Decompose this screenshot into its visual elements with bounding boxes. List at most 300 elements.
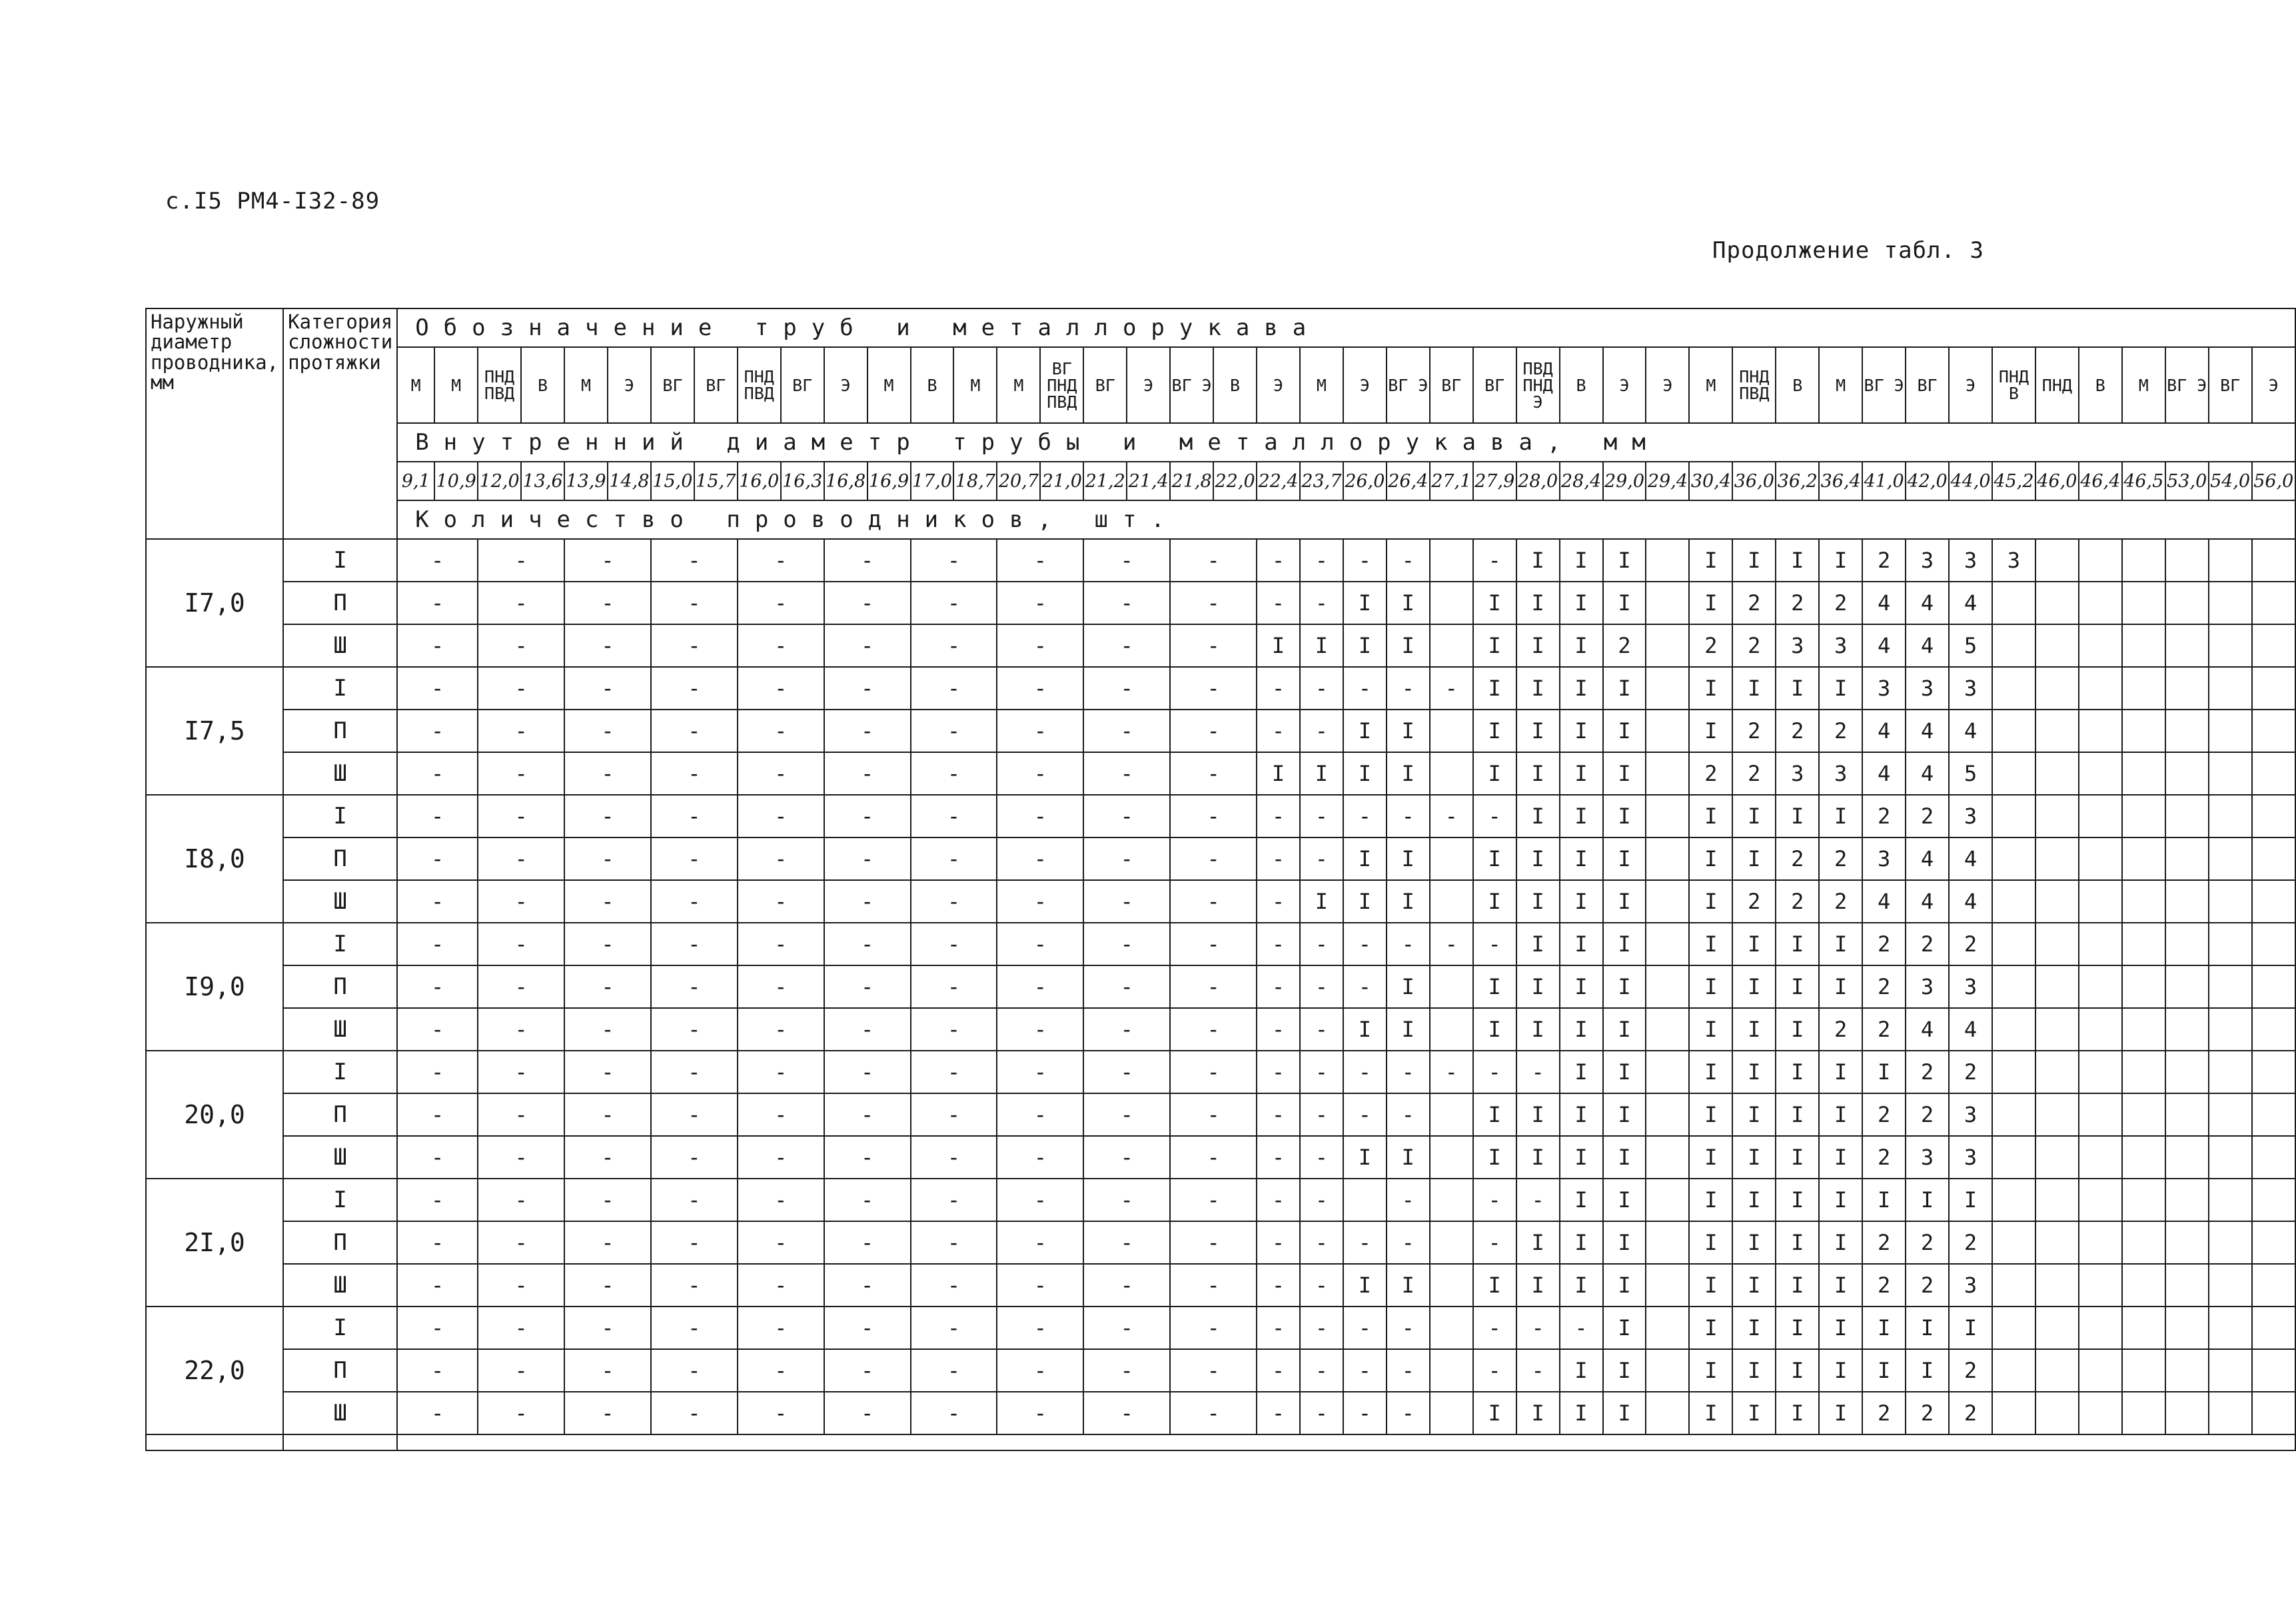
- conductor-count: I: [1603, 1264, 1646, 1307]
- conductor-count: 3: [1906, 965, 1949, 1008]
- conductor-count: I: [1516, 795, 1560, 837]
- conductor-count: I: [1603, 965, 1646, 1008]
- conductor-count: [1992, 1349, 2035, 1392]
- inner-diameter-value: 20,7: [997, 462, 1040, 500]
- conductor-count: I: [1732, 1008, 1776, 1051]
- conductor-count: [1343, 1179, 1387, 1221]
- conductor-count: [2035, 923, 2079, 965]
- conductor-count: -: [997, 1221, 1083, 1264]
- inner-diameter-value: 36,0: [1732, 462, 1776, 500]
- conductor-count: -: [478, 667, 564, 710]
- header-complexity-category: Категория сложности протяжки: [283, 308, 397, 539]
- conductor-count: -: [738, 1093, 824, 1136]
- conductor-count: I: [1689, 667, 1732, 710]
- conductor-count: -: [651, 1264, 738, 1307]
- conductor-count: -: [1083, 624, 1170, 667]
- conductor-count: [1430, 880, 1473, 923]
- tube-code-label: Э: [624, 375, 634, 395]
- conductor-count: -: [911, 1136, 997, 1179]
- conductor-count: I: [1473, 710, 1516, 752]
- conductor-count: -: [1430, 1051, 1473, 1093]
- conductor-count: -: [478, 880, 564, 923]
- conductor-count: -: [1300, 710, 1343, 752]
- conductor-count: -: [738, 1008, 824, 1051]
- conductor-count: -: [397, 1221, 478, 1264]
- conductor-count: [1430, 752, 1473, 795]
- complexity-category: Ш: [283, 1392, 397, 1434]
- conductor-count: [1430, 582, 1473, 624]
- tube-code-cell: [1776, 347, 1819, 423]
- conductor-count: [1992, 1264, 2035, 1307]
- tube-code-cell: [1257, 347, 1300, 423]
- conductor-count: I: [1732, 923, 1776, 965]
- tube-code-cell: [997, 347, 1040, 423]
- complexity-category: Ш: [283, 1136, 397, 1179]
- conductor-count: -: [738, 582, 824, 624]
- conductor-count: -: [1343, 1307, 1387, 1349]
- conductor-count: [2165, 1221, 2209, 1264]
- conductor-count: [2165, 1136, 2209, 1179]
- conductor-count: I: [1473, 752, 1516, 795]
- table-row: [146, 624, 2295, 667]
- conductor-count: -: [1257, 710, 1300, 752]
- conductor-count: I: [1473, 1008, 1516, 1051]
- conductor-count: -: [651, 582, 738, 624]
- tube-code-label: Э: [1965, 375, 1976, 395]
- conductor-count: [2122, 624, 2165, 667]
- conductor-count: -: [1170, 1093, 1257, 1136]
- conductor-count: -: [1300, 965, 1343, 1008]
- conductor-count: -: [824, 1264, 911, 1307]
- conductor-count: -: [997, 582, 1083, 624]
- table-row: [146, 667, 2295, 710]
- conductor-count: 5: [1949, 624, 1992, 667]
- conductor-count: -: [651, 1307, 738, 1349]
- conductor-count: -: [1473, 1349, 1516, 1392]
- conductor-count: -: [1170, 1051, 1257, 1093]
- conductor-count: [2035, 1093, 2079, 1136]
- tube-code-label: М: [1706, 375, 1716, 395]
- conductor-count: I: [1560, 582, 1603, 624]
- conductor-count: I: [1603, 1349, 1646, 1392]
- conductor-count: -: [1473, 539, 1516, 582]
- complexity-category: П: [283, 837, 397, 880]
- conductor-count: 4: [1906, 1008, 1949, 1051]
- conductor-count: I: [1603, 1093, 1646, 1136]
- conductor-count: -: [824, 1221, 911, 1264]
- conductor-count: I: [1603, 752, 1646, 795]
- conductor-count: -: [1257, 539, 1300, 582]
- conductor-count: I: [1343, 624, 1387, 667]
- conductor-count: -: [1343, 1221, 1387, 1264]
- conductor-count: I: [1516, 837, 1560, 880]
- complexity-category: I: [283, 1179, 397, 1221]
- conductor-count: 2: [1862, 1136, 1906, 1179]
- inner-diameter-value: 53,0: [2165, 462, 2209, 500]
- table-row: [146, 965, 2295, 1008]
- conductor-count: I: [1560, 837, 1603, 880]
- conductor-count: -: [1257, 1051, 1300, 1093]
- conductor-count: I: [1387, 752, 1430, 795]
- empty-cell: [283, 1434, 397, 1450]
- conductor-count: -: [478, 624, 564, 667]
- conductor-count: [2165, 752, 2209, 795]
- conductor-count: [2035, 1349, 2079, 1392]
- tube-code-cell: [1516, 347, 1560, 423]
- tube-code-cell: [564, 347, 608, 423]
- conductor-count: [2209, 710, 2252, 752]
- conductor-count: -: [1170, 667, 1257, 710]
- conductor-count: -: [997, 1093, 1083, 1136]
- conductor-count: [2122, 1349, 2165, 1392]
- conductor-count: [1992, 837, 2035, 880]
- conductor-count: [2079, 752, 2122, 795]
- conductor-count: [1646, 1051, 1689, 1093]
- conductor-count: I: [1603, 1179, 1646, 1221]
- conductor-count: [1430, 837, 1473, 880]
- conductor-count: [2252, 1349, 2295, 1392]
- conductor-count: 4: [1862, 582, 1906, 624]
- conductor-count: [2035, 1051, 2079, 1093]
- conductor-count: I: [1732, 667, 1776, 710]
- conductor-count: I: [1689, 965, 1732, 1008]
- conductor-count: -: [651, 965, 738, 1008]
- conductor-count: I: [1560, 965, 1603, 1008]
- conductor-count: I: [1819, 1136, 1862, 1179]
- conductor-count: [1646, 1307, 1689, 1349]
- conductor-count: I: [1560, 667, 1603, 710]
- conductor-count: [2252, 1392, 2295, 1434]
- complexity-category: П: [283, 1093, 397, 1136]
- conductor-count: -: [997, 1136, 1083, 1179]
- conductor-count: -: [1300, 539, 1343, 582]
- conductor-count: I: [1516, 1264, 1560, 1307]
- tube-code-label: ВГ: [1441, 375, 1462, 395]
- conductor-count: I: [1819, 965, 1862, 1008]
- tube-code-cell: [2209, 347, 2252, 423]
- header-outer-diameter: Наружный диаметр проводника, мм: [146, 308, 283, 539]
- conductor-count: I: [1776, 1051, 1819, 1093]
- conductor-count: I: [1732, 1221, 1776, 1264]
- conductor-count: -: [1343, 1093, 1387, 1136]
- conductor-count: [2209, 667, 2252, 710]
- conductor-count: [2035, 624, 2079, 667]
- conductor-count: -: [1170, 710, 1257, 752]
- conductor-count: -: [911, 1349, 997, 1392]
- conductor-count: [2209, 624, 2252, 667]
- conductor-count: 4: [1949, 837, 1992, 880]
- conductor-count: [2252, 1008, 2295, 1051]
- conductor-count: -: [1516, 1307, 1560, 1349]
- tube-code-label: М: [451, 375, 462, 395]
- conductor-count: -: [997, 1008, 1083, 1051]
- conductor-count: -: [738, 624, 824, 667]
- conductor-count: I: [1862, 1307, 1906, 1349]
- tube-code-cell: [651, 347, 694, 423]
- conductor-count: I: [1819, 1349, 1862, 1392]
- conductor-count: -: [478, 795, 564, 837]
- conductor-count: -: [911, 539, 997, 582]
- outer-diameter-value: I8,0: [146, 795, 283, 923]
- inner-diameter-value: 21,2: [1083, 462, 1127, 500]
- conductor-count: [1992, 667, 2035, 710]
- conductor-count: 3: [1992, 539, 2035, 582]
- conductor-count: I: [1300, 752, 1343, 795]
- conductor-count: I: [1732, 1349, 1776, 1392]
- conductor-count: -: [1083, 667, 1170, 710]
- inner-diameter-value: 26,0: [1343, 462, 1387, 500]
- conductor-count: -: [1300, 923, 1343, 965]
- conductor-count: 2: [1949, 1392, 1992, 1434]
- conductor-count: [1430, 1179, 1473, 1221]
- conductor-count: -: [478, 1264, 564, 1307]
- conductor-count: [1646, 1179, 1689, 1221]
- conductor-count: [2165, 1179, 2209, 1221]
- conductor-count: I: [1516, 1221, 1560, 1264]
- conductor-count: 2: [1906, 1093, 1949, 1136]
- conductor-count: -: [1387, 1093, 1430, 1136]
- conductor-count: I: [1516, 1392, 1560, 1434]
- complexity-category: Ш: [283, 1264, 397, 1307]
- conductor-count: [2035, 1008, 2079, 1051]
- conductor-count: I: [1560, 1221, 1603, 1264]
- conductor-count: [1992, 624, 2035, 667]
- tube-code-cell: [2165, 347, 2209, 423]
- conductor-count: [2252, 1221, 2295, 1264]
- conductor-count: [2252, 795, 2295, 837]
- conductor-count: I: [1300, 624, 1343, 667]
- conductor-count: [2122, 1093, 2165, 1136]
- conductor-count: 3: [1862, 667, 1906, 710]
- conductor-count: -: [651, 1008, 738, 1051]
- conductor-count: I: [1689, 1392, 1732, 1434]
- inner-diameter-value: 56,0: [2252, 462, 2295, 500]
- inner-diameter-value: 14,8: [608, 462, 651, 500]
- conductor-count: -: [1387, 795, 1430, 837]
- conductor-count: -: [1257, 1264, 1300, 1307]
- conductor-count: -: [911, 710, 997, 752]
- conductor-count: -: [397, 667, 478, 710]
- conductor-count: -: [1300, 1093, 1343, 1136]
- conductor-count: I: [1776, 1264, 1819, 1307]
- tube-code-label: ПНД: [2041, 375, 2072, 395]
- conductor-count: I: [1343, 837, 1387, 880]
- conductor-count: -: [478, 1221, 564, 1264]
- conductor-count: -: [1343, 667, 1387, 710]
- tube-code-cell: [434, 347, 478, 423]
- conductor-count: 2: [1862, 1392, 1906, 1434]
- conductor-count: I: [1862, 1179, 1906, 1221]
- tube-code-cell: [1040, 347, 1083, 423]
- conductor-count: -: [1170, 923, 1257, 965]
- conductor-count: [2209, 582, 2252, 624]
- conductor-count: -: [478, 965, 564, 1008]
- conductor-count: -: [911, 1179, 997, 1221]
- conductor-count: -: [997, 1179, 1083, 1221]
- tube-code-label: В: [1792, 375, 1803, 395]
- conductor-count: -: [1473, 795, 1516, 837]
- conductor-count: [1430, 1008, 1473, 1051]
- conductor-count: -: [1387, 1307, 1430, 1349]
- table-continuation-label: Продолжение табл. 3: [1712, 237, 1984, 264]
- complexity-category: I: [283, 667, 397, 710]
- conductor-count: [1992, 965, 2035, 1008]
- tube-code-label: ВГ: [1095, 375, 1115, 395]
- conductor-count: 3: [1906, 539, 1949, 582]
- conductor-count: I: [1516, 582, 1560, 624]
- conductor-count: -: [1170, 539, 1257, 582]
- conductor-count: -: [1430, 923, 1473, 965]
- conductor-count: -: [1343, 1392, 1387, 1434]
- conductor-count: -: [564, 667, 651, 710]
- tube-code-cell: [953, 347, 997, 423]
- conductor-count: -: [1170, 1221, 1257, 1264]
- conductor-count: -: [1170, 1264, 1257, 1307]
- conductor-count: [2035, 837, 2079, 880]
- conductor-count: I: [1473, 582, 1516, 624]
- conductor-count: 2: [1862, 539, 1906, 582]
- tube-code-cell: [2079, 347, 2122, 423]
- conductor-count: I: [1560, 795, 1603, 837]
- conductor-count: [2079, 880, 2122, 923]
- tube-code-cell: [608, 347, 651, 423]
- conductor-count: 2: [1732, 880, 1776, 923]
- conductor-count: -: [997, 1349, 1083, 1392]
- conductor-count: -: [1343, 1349, 1387, 1392]
- conductor-count: [2209, 539, 2252, 582]
- conductor-count: 4: [1949, 710, 1992, 752]
- inner-diameter-value: 16,9: [867, 462, 911, 500]
- conductor-count: -: [824, 837, 911, 880]
- conductor-count: -: [651, 923, 738, 965]
- conductor-count: -: [1300, 1179, 1343, 1221]
- conductor-count: I: [1819, 795, 1862, 837]
- conductor-count: I: [1560, 752, 1603, 795]
- tube-code-label: ВГ: [1484, 375, 1505, 395]
- conductor-count: I: [1776, 795, 1819, 837]
- table-row: [146, 1264, 2295, 1307]
- conductor-count: -: [824, 1392, 911, 1434]
- conductor-count: [1430, 624, 1473, 667]
- conductor-count: -: [1387, 1221, 1430, 1264]
- table-row: [146, 1093, 2295, 1136]
- conductor-count: [2122, 539, 2165, 582]
- conductor-count: -: [1387, 539, 1430, 582]
- conductor-count: -: [1430, 795, 1473, 837]
- conductor-count: I: [1906, 1179, 1949, 1221]
- conductor-count: -: [1300, 1307, 1343, 1349]
- conductor-count: -: [1387, 1179, 1430, 1221]
- conductor-count: I: [1560, 1093, 1603, 1136]
- conductor-count: [2252, 837, 2295, 880]
- conductor-count: -: [824, 1136, 911, 1179]
- conductor-count: I: [1603, 1008, 1646, 1051]
- tube-code-cell: [781, 347, 824, 423]
- inner-diameter-value: 29,4: [1646, 462, 1689, 500]
- conductor-count: [2035, 795, 2079, 837]
- conductor-count: -: [564, 539, 651, 582]
- conductor-count: -: [738, 837, 824, 880]
- conductor-count: -: [1170, 752, 1257, 795]
- conductor-count: 2: [1906, 1392, 1949, 1434]
- tube-code-cell: [1430, 347, 1473, 423]
- conductor-count: [1646, 1349, 1689, 1392]
- conductor-count: -: [1430, 667, 1473, 710]
- conductor-count: I: [1473, 880, 1516, 923]
- inner-diameter-value: 12,0: [478, 462, 521, 500]
- conductor-count: -: [1387, 1051, 1430, 1093]
- inner-diameter-value: 17,0: [911, 462, 954, 500]
- conductor-count: I: [1603, 1392, 1646, 1434]
- conductor-count: -: [564, 1392, 651, 1434]
- conductor-count: -: [397, 710, 478, 752]
- tube-code-cell: [1343, 347, 1387, 423]
- inner-diameter-value: 36,2: [1776, 462, 1819, 500]
- conductor-count: [1646, 667, 1689, 710]
- conductor-count: -: [651, 624, 738, 667]
- conductor-count: -: [1257, 667, 1300, 710]
- conductor-count: [2252, 1179, 2295, 1221]
- conductor-count: -: [911, 624, 997, 667]
- header-inner-diameter: Внутренний диаметр трубы и металлорукава, мм: [397, 423, 2295, 462]
- conductor-count: -: [1300, 1051, 1343, 1093]
- conductor-count: -: [911, 837, 997, 880]
- conductor-count: [2122, 1179, 2165, 1221]
- conductor-count: -: [478, 923, 564, 965]
- conductor-count: -: [1083, 1051, 1170, 1093]
- conductor-count: [2035, 1179, 2079, 1221]
- inner-diameter-value: 26,4: [1387, 462, 1430, 500]
- conductor-count: 4: [1862, 880, 1906, 923]
- conductor-count: I: [1819, 1221, 1862, 1264]
- conductor-count: 4: [1949, 880, 1992, 923]
- tube-code-cell: [911, 347, 954, 423]
- table-row: [146, 1051, 2295, 1093]
- conductor-count: [2122, 582, 2165, 624]
- complexity-category: П: [283, 1349, 397, 1392]
- tube-code-cell: [2122, 347, 2165, 423]
- conductor-count: -: [478, 1392, 564, 1434]
- conductor-count: -: [564, 1179, 651, 1221]
- conductor-count: [1646, 837, 1689, 880]
- conductor-count: I: [1516, 1136, 1560, 1179]
- conductor-count: 2: [1732, 710, 1776, 752]
- conductor-count: 4: [1906, 752, 1949, 795]
- conductor-count: [1992, 1179, 2035, 1221]
- conductor-count: I: [1560, 710, 1603, 752]
- complexity-category: Ш: [283, 624, 397, 667]
- conductor-count: [2035, 667, 2079, 710]
- conductor-count: -: [478, 1008, 564, 1051]
- conductor-count: [2079, 1349, 2122, 1392]
- conductor-count: I: [1776, 1179, 1819, 1221]
- table-row: [146, 1008, 2295, 1051]
- outer-diameter-value: 2I,0: [146, 1179, 283, 1307]
- conductor-count: -: [738, 965, 824, 1008]
- conductor-count: [2035, 1221, 2079, 1264]
- conductor-count: -: [651, 880, 738, 923]
- conductor-count: -: [1083, 1221, 1170, 1264]
- tube-code-label: ВГ: [2220, 375, 2241, 395]
- tube-code-label: ВГ Э: [1864, 375, 1904, 395]
- conductor-count: [1992, 923, 2035, 965]
- conductor-count: -: [397, 1136, 478, 1179]
- conductor-count: -: [397, 624, 478, 667]
- conductor-count: I: [1776, 1307, 1819, 1349]
- conductor-count: -: [478, 539, 564, 582]
- tube-code-label: М: [2138, 375, 2149, 395]
- conductor-count: [1430, 1093, 1473, 1136]
